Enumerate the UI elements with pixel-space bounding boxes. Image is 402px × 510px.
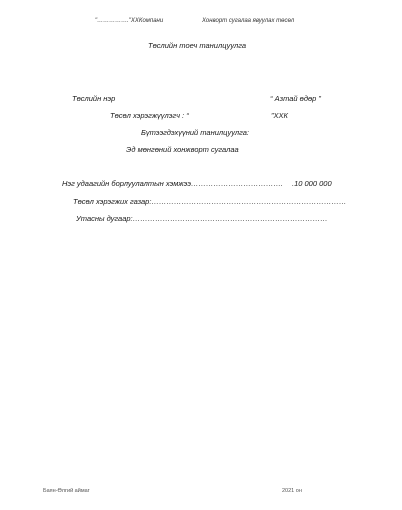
footer-location: Баян-Өлгий аймаг bbox=[43, 488, 90, 494]
phone-field: Утасны дугаар:…………………………………………………………………… bbox=[76, 214, 328, 223]
header-company: "……………."ХХКомпани bbox=[95, 18, 164, 24]
implementer-label: Төсөл хэрэгжүүлэгч : “ bbox=[110, 111, 189, 120]
sales-amount-label: Нэг удаагийн борлуулалтын хэмжээ………………………………. bbox=[62, 179, 283, 188]
page-title: Төслийн тоеч танилцуулга bbox=[148, 41, 247, 50]
sales-amount-value: .10 000 000 bbox=[292, 179, 332, 188]
header-doc-title: Хонворт сугалаа явуулах төсөл bbox=[202, 18, 295, 24]
project-name-value: “ Азтай өдөр ” bbox=[270, 94, 321, 103]
location-field: Төсөл хэрэгжих газар:…………………………………………………………………… bbox=[73, 197, 347, 206]
project-name-label: Төслийн нэр bbox=[72, 94, 116, 103]
footer-year: 2021 он bbox=[282, 488, 302, 494]
product-description: Эд мөнгөний хонжворт сугалаа bbox=[126, 145, 239, 154]
implementer-value: ”ХХК bbox=[271, 111, 288, 120]
product-intro-label: Бүтээгдэхүүний танилцуулга: bbox=[141, 128, 249, 137]
